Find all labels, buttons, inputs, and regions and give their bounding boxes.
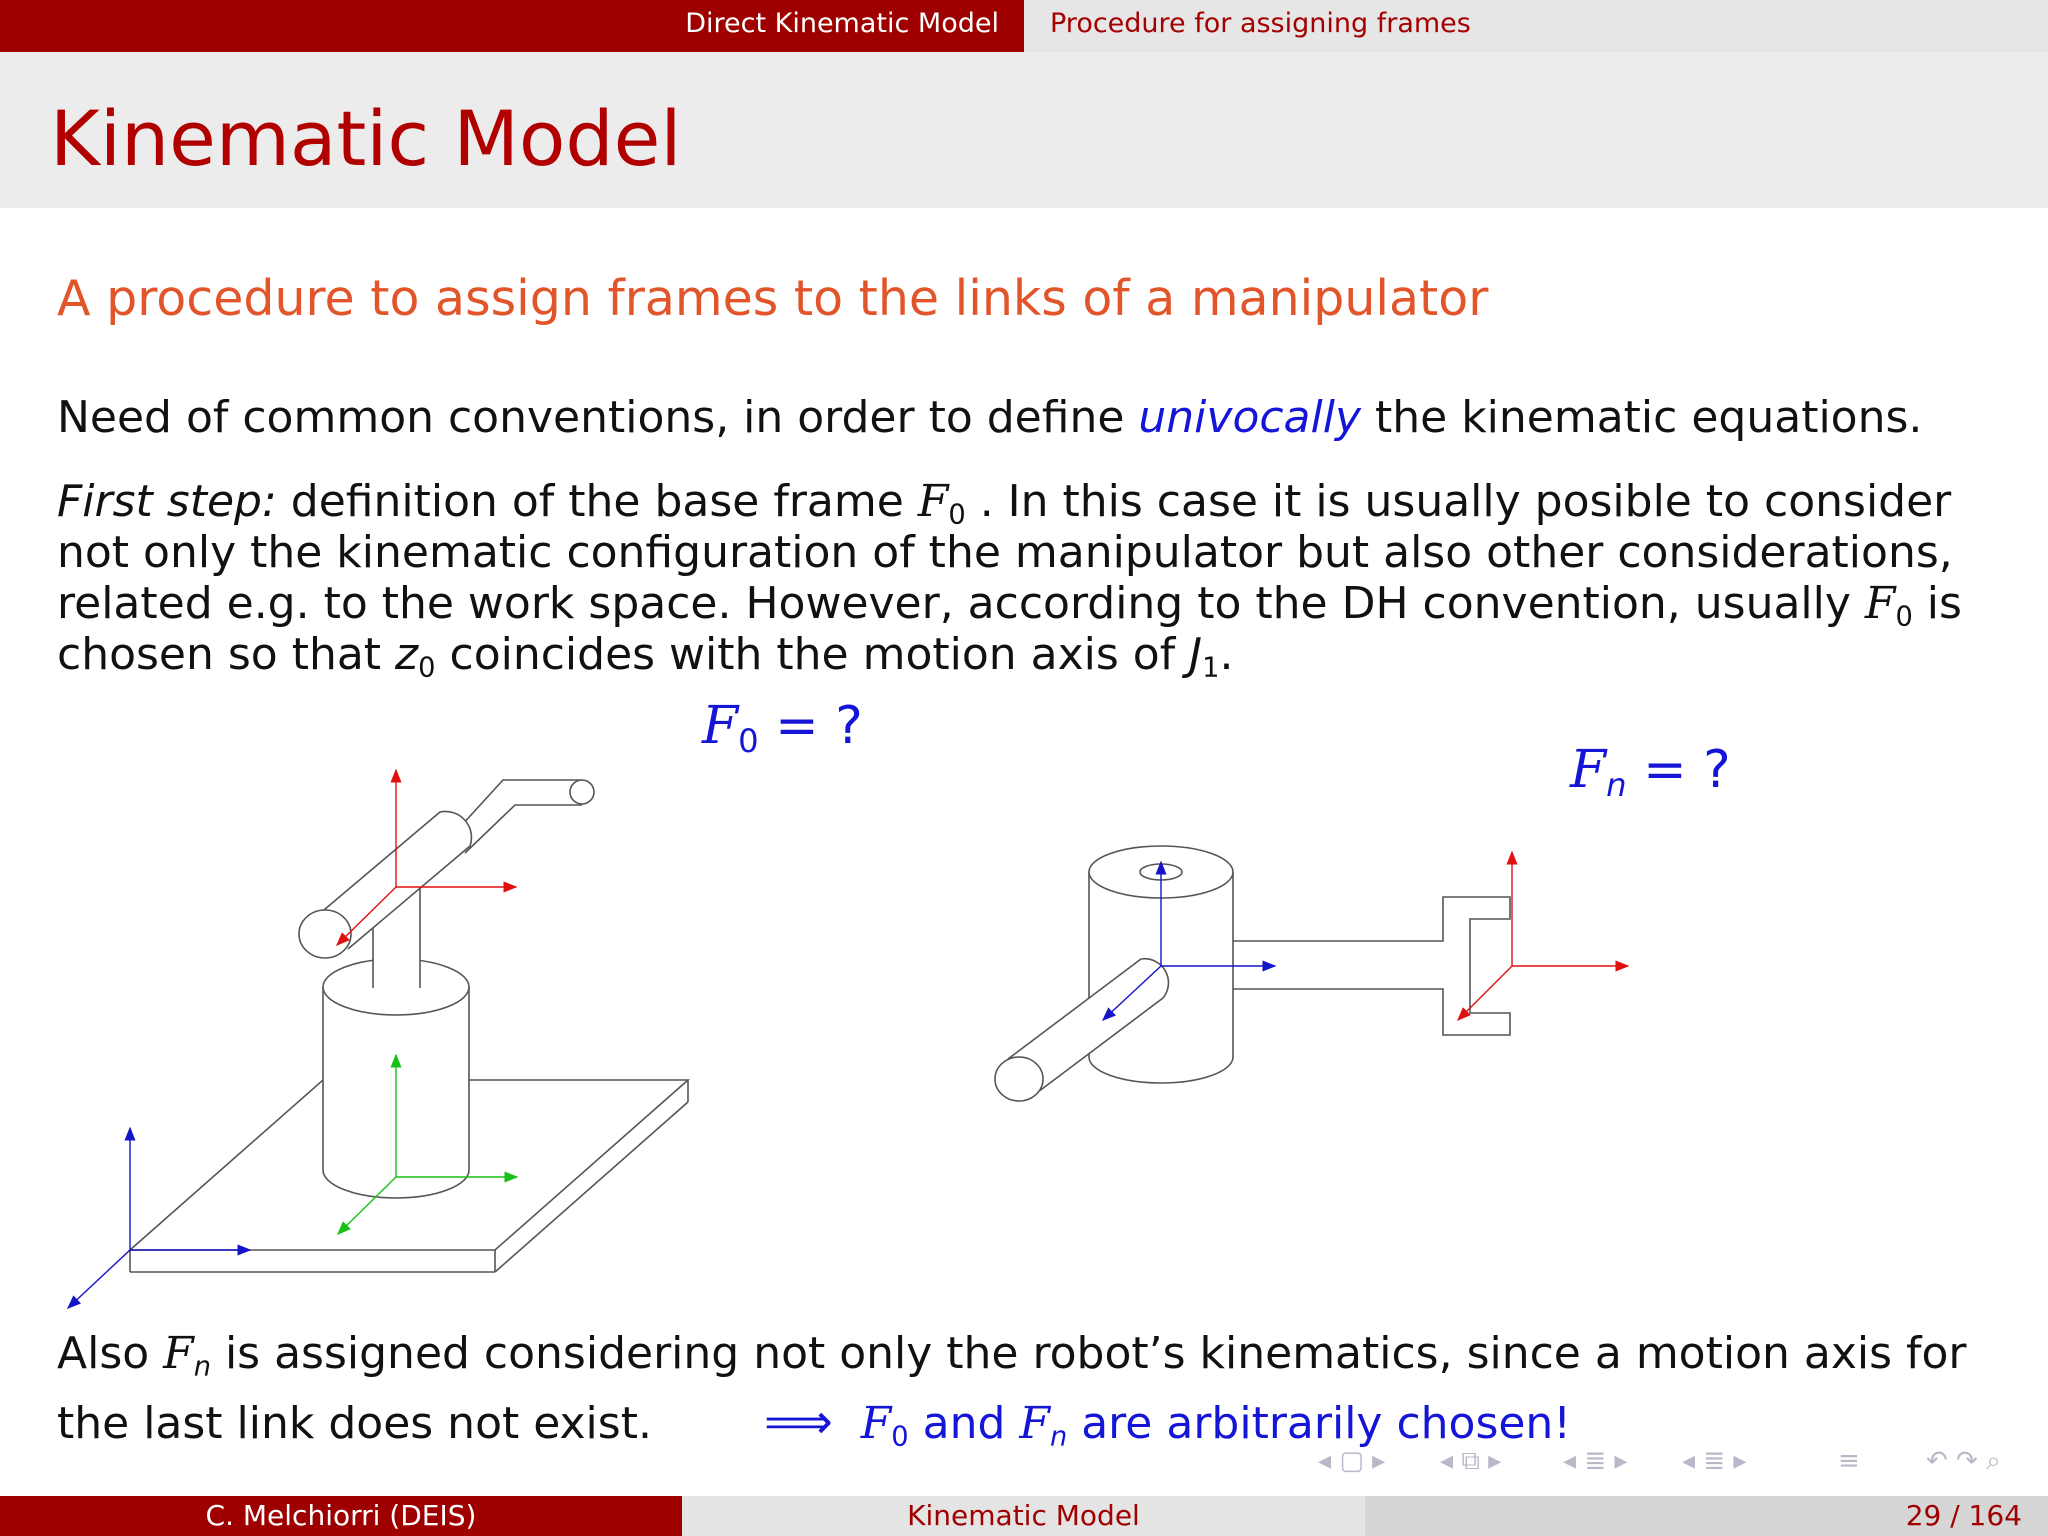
text: . In this case it is usually posible to consider: [965, 476, 1952, 527]
end-effector-frame-axes: [1458, 852, 1628, 1020]
subscript: n: [1606, 766, 1627, 805]
text: related e.g. to the work space. However, according to the DH convention, usually: [57, 578, 1865, 629]
text: are arbitrarily chosen!: [1067, 1398, 1571, 1449]
line: not only the kinematic configuration of the manipulator but also other considerations,: [57, 527, 1953, 578]
footer-title: Kinematic Model: [682, 1496, 1365, 1536]
subscript: n: [1049, 1421, 1068, 1453]
symbol-F: F: [1570, 740, 1607, 800]
footer-bar: [0, 1496, 2048, 1536]
first-step-label: First step:: [57, 476, 277, 527]
symbol-F: F: [1864, 578, 1896, 629]
question-text: = ?: [1643, 740, 1731, 800]
subscript: 0: [948, 499, 966, 531]
nav-section-icon[interactable]: ◂ ≣ ▸: [1563, 1446, 1628, 1476]
question-text: = ?: [775, 696, 863, 756]
nav-outline-icon[interactable]: ≡: [1838, 1446, 1860, 1476]
frame-title: Kinematic Model: [50, 94, 682, 183]
text: and: [908, 1398, 1020, 1449]
subscript: n: [193, 1351, 211, 1383]
symbol-F: F: [860, 1398, 892, 1449]
end-frame-question: [1570, 740, 1731, 805]
text: the last link does not exist.: [57, 1398, 652, 1449]
nav-subsection-procedure[interactable]: Procedure for assigning frames: [1050, 8, 1471, 39]
subscript: 0: [738, 722, 759, 761]
line: [57, 1388, 1967, 1458]
implies-arrow: ⟹: [763, 1394, 833, 1450]
text: Need of common conventions, in order to define: [57, 392, 1139, 443]
text: the kinematic equations.: [1361, 392, 1923, 443]
text: is: [1912, 578, 1962, 629]
nav-section-direct-kinematic-model[interactable]: Direct Kinematic Model: [685, 8, 999, 39]
symbol-z: z: [395, 629, 419, 680]
text: is assigned considering not only the robot’s kinematics, since a motion axis for: [210, 1328, 1967, 1379]
symbol-J: J: [1189, 629, 1203, 680]
subscript: 0: [418, 652, 436, 684]
nav-frame-icon[interactable]: ◂ ▢ ▸: [1318, 1446, 1386, 1476]
base-frame-axes: [68, 1128, 250, 1308]
nav-back-search-icon[interactable]: ↶ ↷ ⌕: [1926, 1446, 2001, 1476]
text: definition of the base frame: [276, 476, 918, 527]
text: coincides with the motion axis of: [435, 629, 1190, 680]
block-subtitle: A procedure to assign frames to the links of a manipulator: [57, 270, 1489, 327]
symbol-F: F: [702, 696, 739, 756]
nav-document-icon[interactable]: ◂ ≣ ▸: [1682, 1446, 1747, 1476]
subscript: 1: [1202, 652, 1220, 684]
footer-page-number: 29 / 164: [1365, 1496, 2048, 1536]
base-frame-question: [702, 696, 863, 761]
footer-author: C. Melchiorri (DEIS): [0, 1496, 682, 1536]
line: [57, 1320, 1967, 1388]
nav-subsection-icon[interactable]: ◂ ⧉ ▸: [1440, 1446, 1502, 1476]
emphasis-univocally: univocally: [1138, 392, 1362, 443]
subscript: 0: [891, 1421, 909, 1453]
symbol-F: F: [917, 476, 949, 527]
subscript: 0: [1895, 601, 1913, 633]
paragraph-last-frame: [57, 1320, 1967, 1458]
text: .: [1219, 629, 1234, 680]
symbol-F: F: [163, 1328, 194, 1379]
symbol-F: F: [1019, 1398, 1050, 1449]
upper-link: [299, 780, 594, 958]
text: chosen so that: [57, 629, 396, 680]
text: Also: [57, 1328, 164, 1379]
conclusion: [860, 1398, 1571, 1453]
